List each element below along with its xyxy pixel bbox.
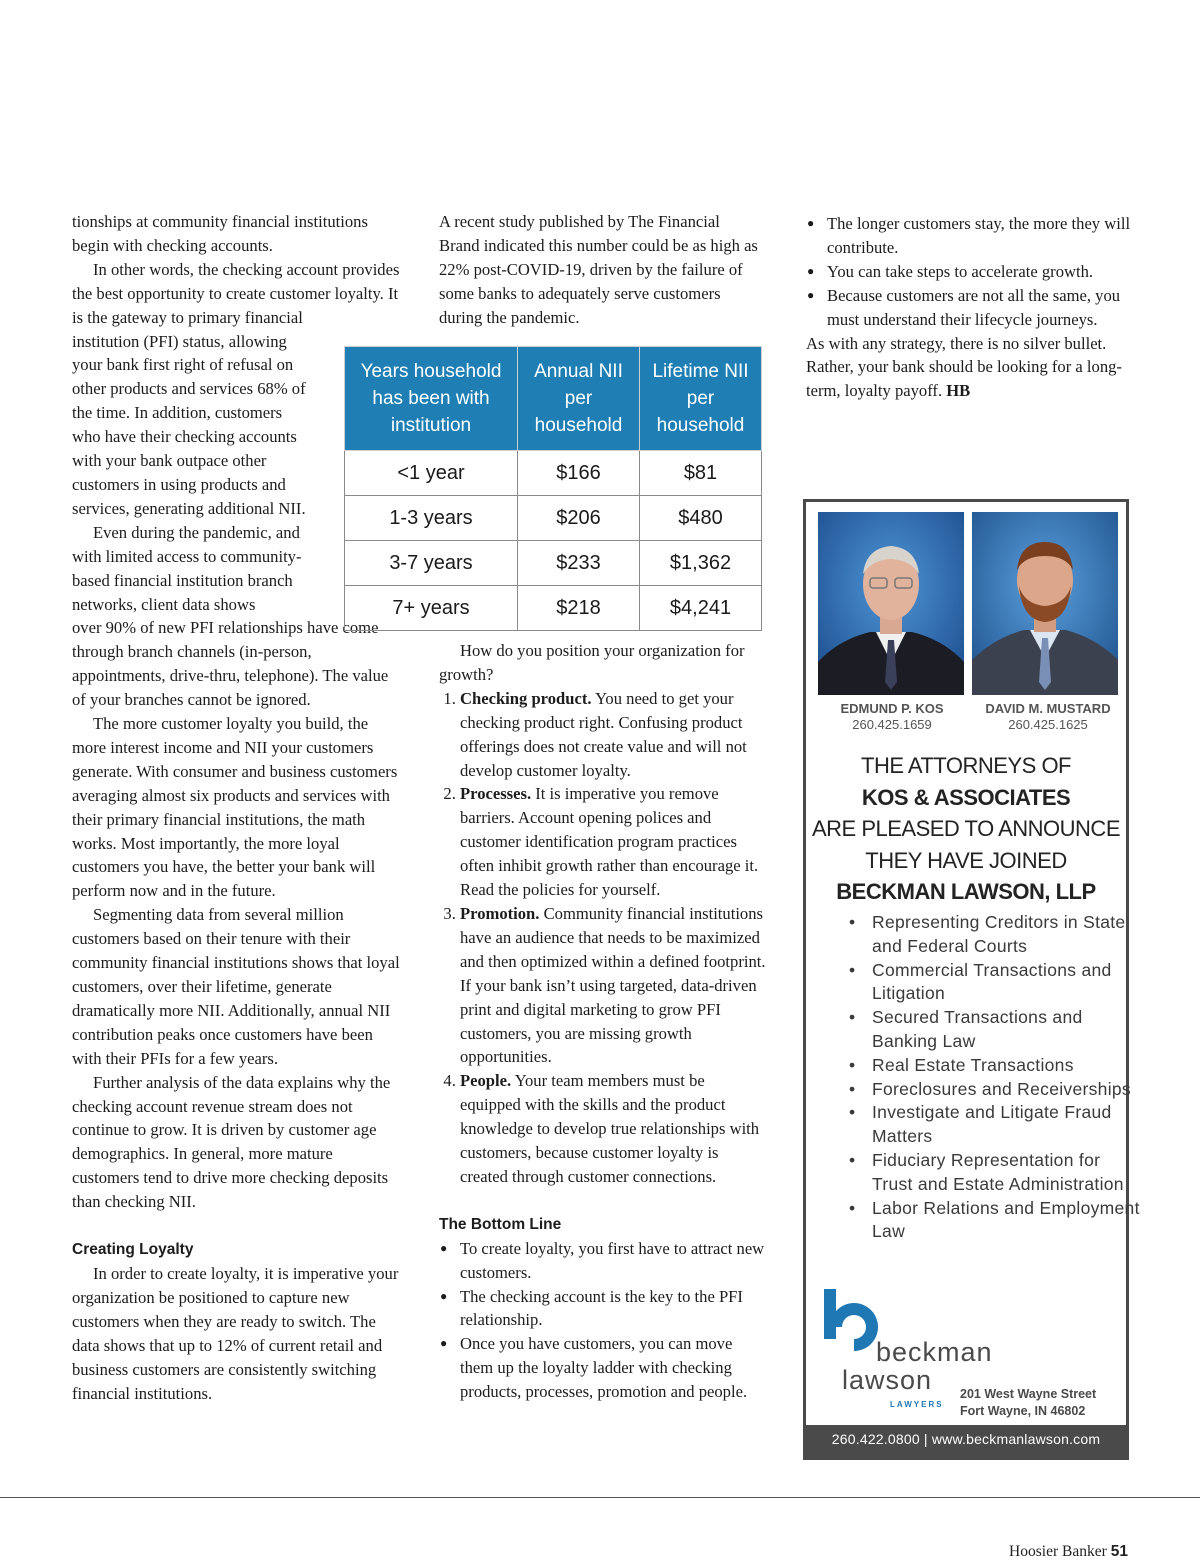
list-item-title: Promotion.: [460, 903, 540, 923]
ad-contact-line: 260.422.0800 | www.beckmanlawson.com: [831, 1431, 1101, 1447]
practice-area: • Fiduciary Representation for Trust and Estate Administration: [872, 1149, 1142, 1197]
attorney-name: DAVID M. MUSTARD: [985, 701, 1111, 716]
table-row: [345, 541, 762, 586]
paragraph: In order to create loyalty, it is imperative your organization be positioned to capture new customers when they are ready to switch. The data shows that up to 12% of current retail and business customers are consistently switching financial institutions.: [72, 1263, 399, 1403]
table-cell: $233: [518, 541, 640, 586]
list-item: ● The longer customers stay, the more they will contribute.: [827, 212, 1131, 260]
table-cell: $81: [640, 451, 762, 496]
table-cell: $218: [518, 586, 640, 631]
article-column-2-bottom: [439, 639, 769, 1404]
list-item-title: People.: [460, 1071, 512, 1091]
paragraph: How do you position your organization for growth?: [439, 641, 745, 684]
page-number: 51: [1110, 1543, 1128, 1560]
numbered-list: [439, 687, 769, 1189]
table-cell: $4,241: [640, 586, 762, 631]
attorney-caption: [970, 701, 1126, 733]
practice-areas-list: [849, 911, 1142, 1244]
table-cell: 1-3 years: [345, 496, 518, 541]
firm-address: [960, 1386, 1096, 1420]
paragraph: A recent study published by The Financial Brand indicated this number could be as high as 22% post-COVID-19, driven by the failure of some banks to adequately serve customers during the pandemic.: [439, 212, 758, 327]
footer-rule: [0, 1497, 1200, 1498]
list-item: [460, 1069, 769, 1189]
paragraph: Even during the pandemic, and with limited access to community-based financial institution branch networks, client data shows: [72, 522, 302, 614]
table-cell: $166: [518, 451, 640, 496]
table-row: [345, 586, 762, 631]
headline-line: THE ATTORNEYS OF: [861, 753, 1071, 778]
article-column-3: [806, 212, 1131, 403]
list-item: [460, 687, 769, 783]
paragraph: Further analysis of the data explains why the checking account revenue stream does not continue to grow. It is driven by customer age demographics. In general, more mature customers tend to drive more checking deposits than checking NII.: [72, 1072, 391, 1212]
list-item: [460, 782, 769, 902]
practice-area: • Labor Relations and Employment Law: [872, 1197, 1142, 1245]
paragraph: The more customer loyalty you build, the more interest income and NII your customers generate. With consumer and business customers averaging almost six products and services with their primary financial institutions, the math works. Most importantly, the more loyal customers you have, the better your bank will perform now and in the future.: [72, 714, 398, 901]
list-item-text: Community financial institutions have an audience that needs to be maximized and then optimized within a defined footprint. If your bank isn’t using targeted, data-driven print and digital marketing to grow PFI customers, you are missing growth opportunities.: [460, 903, 766, 1067]
signoff: HB: [946, 381, 971, 401]
law-firm-advertisement: [803, 499, 1140, 1460]
page-footer: [1009, 1543, 1128, 1561]
table-cell: <1 year: [345, 451, 518, 496]
bullet-list: [439, 1237, 769, 1404]
practice-area: • Foreclosures and Receiverships: [872, 1078, 1142, 1102]
list-item: [460, 902, 769, 1069]
logo-word-lawyers: LAWYERS: [890, 1400, 944, 1409]
closing-text: As with any strategy, there is no silver bullet. Rather, your bank should be looking for a long-term, loyalty payoff.: [806, 333, 1122, 401]
attorney-phone: 260.425.1625: [1008, 717, 1088, 732]
practice-area: • Investigate and Litigate Fraud Matters: [872, 1101, 1142, 1149]
table-cell: 3-7 years: [345, 541, 518, 586]
ad-panel: [806, 502, 1140, 1425]
article-column-2-top: [439, 210, 764, 330]
table-cell: $206: [518, 496, 640, 541]
table-row: [345, 451, 762, 496]
paragraph: over 90% of new PFI relationships have come through branch channels (in-person, appointments, drive-thru, telephone). The value of your branches cannot be ignored.: [72, 618, 389, 710]
table-row: [345, 496, 762, 541]
attorney-caption: [814, 701, 970, 733]
list-item-text: You need to get your checking product right. Confusing product offerings does not create value and will not develop customer loyalty.: [460, 688, 747, 780]
list-item: ● You can take steps to accelerate growth.: [827, 260, 1131, 284]
list-item-title: Processes.: [460, 784, 532, 804]
address-line: Fort Wayne, IN 46802: [960, 1404, 1086, 1418]
headline-line: THEY HAVE JOINED: [865, 847, 1067, 873]
bullet-list: [806, 212, 1131, 332]
practice-area: • Commercial Transactions and Litigation: [872, 959, 1142, 1007]
headline-line: KOS & ASSOCIATES: [861, 784, 1071, 810]
table-cell: 7+ years: [345, 586, 518, 631]
table-header-years: Years household has been with institution: [345, 347, 518, 451]
practice-area: • Secured Transactions and Banking Law: [872, 1006, 1142, 1054]
list-item: ● Once you have customers, you can move them up the loyalty ladder with checking products, processes, promotion and people.: [460, 1332, 769, 1404]
table-header-annual: Annual NII per household: [518, 347, 640, 451]
logo-word-lawson: lawson: [842, 1365, 933, 1395]
list-item-title: Checking product.: [460, 688, 592, 708]
publication-name: Hoosier Banker: [1009, 1543, 1107, 1560]
table-cell: $480: [640, 496, 762, 541]
table-cell: $1,362: [640, 541, 762, 586]
paragraph: [806, 332, 1131, 404]
headline-line: ARE PLEASED TO ANNOUNCE: [811, 816, 1120, 841]
practice-area: • Representing Creditors in State and Federal Courts: [872, 911, 1142, 959]
section-heading: Creating Loyalty: [72, 1241, 194, 1259]
address-line: 201 West Wayne Street: [960, 1387, 1097, 1401]
practice-area: • Real Estate Transactions: [872, 1054, 1142, 1078]
headline-line: BECKMAN LAWSON, LLP: [836, 879, 1096, 904]
paragraph: Segmenting data from several million customers based on their tenure with their community financial institutions shows that loyal customers, over their lifetime, generate dramatically more NII. Additionally, annual NII contribution peaks once customers have been with their PFIs for a few years.: [72, 905, 400, 1068]
attorney-phone: 260.425.1659: [852, 717, 932, 732]
list-item-text: Your team members must be equipped with the skills and the product knowledge to develop true relationships with customers, because customer loyalty is created through customer connections.: [460, 1071, 760, 1186]
table-header-lifetime: Lifetime NII per household: [640, 347, 762, 451]
attorney-photo-mustard: [972, 512, 1118, 695]
paragraph: institution (PFI) status, allowing your bank first right of refusal on other products and services 68% of the time. In addition, customers who have their checking accounts with your bank outpace other customers in using products and services, generating additional NII.: [72, 331, 306, 518]
section-heading: The Bottom Line: [439, 1215, 562, 1233]
list-item: ● Because customers are not all the same, you must understand their lifecycle journeys.: [827, 284, 1131, 332]
attorney-name: EDMUND P. KOS: [840, 701, 944, 716]
list-item: ● The checking account is the key to the PFI relationship.: [460, 1285, 769, 1333]
paragraph: In other words, the checking account provides the best opportunity to create customer loyalty. It is the gateway to primary financial: [72, 259, 400, 327]
attorney-photo-kos: [818, 512, 964, 695]
list-item: ● To create loyalty, you first have to attract new customers.: [460, 1237, 769, 1285]
paragraph: tionships at community financial institutions begin with checking accounts.: [72, 212, 368, 255]
logo-word-beckman: beckman: [876, 1337, 993, 1367]
ad-headline: [806, 750, 1126, 908]
table-header-row: [345, 347, 762, 451]
nii-table: [344, 346, 762, 631]
list-item-text: It is imperative you remove barriers. Account opening polices and customer identification program practices often inhibit growth rather than encourage it. Read the policies for yourself.: [460, 784, 759, 900]
